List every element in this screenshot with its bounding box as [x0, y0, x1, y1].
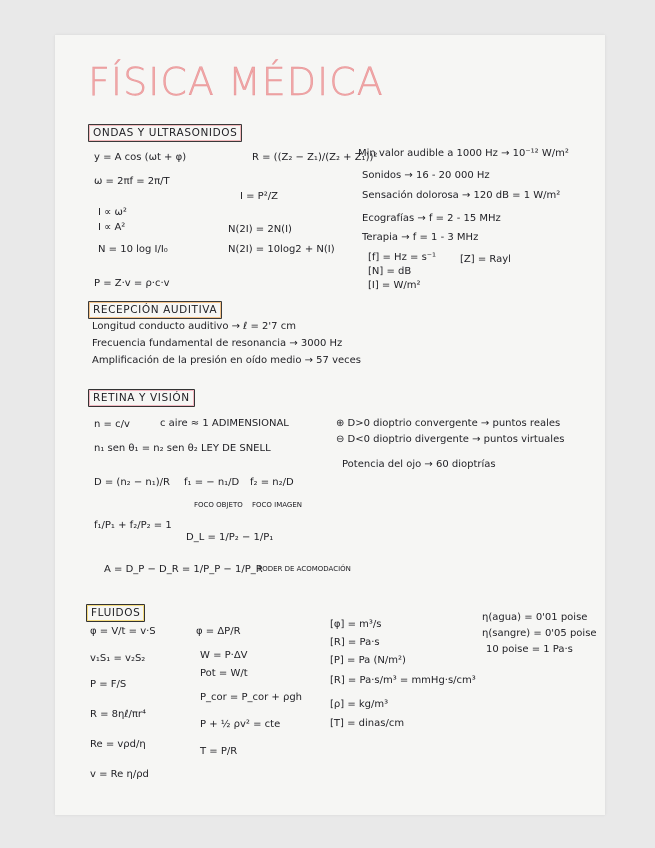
formula-potencia: Pot = W/t	[200, 668, 248, 679]
note-frecuencia: Frecuencia fundamental de resonancia → 3000 Hz	[92, 338, 343, 349]
note-conducto: Longitud conducto auditivo → ℓ = 2'7 cm	[92, 321, 296, 332]
unit-f: [f] = Hz = s⁻¹	[368, 252, 437, 263]
unit-presion: [P] = Pa (N/m²)	[330, 655, 406, 666]
note-terapia: Terapia → f = 1 - 3 MHz	[362, 232, 479, 243]
formula-level: N = 10 log I/I₀	[98, 244, 168, 255]
label-foco-imagen: FOCO IMAGEN	[252, 501, 303, 509]
note-viscosidad-sangre: η(sangre) = 0'05 poise	[482, 628, 597, 639]
note-amplificacion: Amplificación de la presión en oído medio → 57 veces	[92, 355, 362, 366]
section-header-recepcion: RECEPCIÓN AUDITIVA	[88, 301, 222, 319]
note-sensacion: Sensación dolorosa → 120 dB = 1 W/m²	[362, 190, 561, 201]
unit-i: [I] = W/m²	[368, 280, 421, 291]
section-header-fluidos: FLUIDOS	[86, 604, 145, 622]
formula-intensity: I = P²/Z	[240, 191, 278, 202]
note-ecografias: Ecografías → f = 2 - 15 MHz	[362, 213, 501, 224]
formula-f1: f₁ = − n₁/D	[184, 477, 240, 488]
formula-dioptrio: D = (n₂ − n₁)/R	[94, 477, 170, 488]
formula-reflection: R = ((Z₂ − Z₁)/(Z₂ + Z₁))²	[252, 152, 378, 163]
formula-index: n = c/v	[94, 419, 130, 430]
note-potencia-ojo: Potencia del ojo → 60 dioptrías	[342, 459, 496, 470]
note-sonidos: Sonidos → 16 - 20 000 Hz	[362, 170, 490, 181]
formula-i-omega: I ∝ ω²	[98, 207, 127, 218]
section-header-ondas: ONDAS Y ULTRASONIDOS	[88, 124, 242, 142]
formula-trabajo: W = P·ΔV	[200, 650, 248, 661]
unit-resistencia: [R] = Pa·s/m³ = mmHg·s/cm³	[330, 675, 476, 686]
formula-i-amplitude: I ∝ A²	[98, 222, 126, 233]
unit-z: [Z] = Rayl	[460, 254, 511, 265]
formula-caudal: φ = V/t = v·S	[90, 626, 156, 637]
note-viscosidad-agua: η(agua) = 0'01 poise	[482, 612, 588, 623]
formula-n2i-log: N(2I) = 10log2 + N(I)	[228, 244, 335, 255]
formula-caudal-resistencia: φ = ΔP/R	[196, 626, 241, 637]
formula-wave: y = A cos (ωt + φ)	[94, 152, 187, 163]
section-header-retina: RETINA Y VISIÓN	[88, 389, 195, 407]
formula-velocidad: v = Re η/ρd	[90, 769, 149, 780]
formula-snell: n₁ sen θ₁ = n₂ sen θ₂ LEY DE SNELL	[94, 443, 271, 454]
unit-densidad: [ρ] = kg/m³	[330, 699, 389, 710]
formula-omega: ω = 2πf = 2π/T	[94, 176, 170, 187]
formula-n2i: N(2I) = 2N(I)	[228, 224, 292, 235]
formula-bernoulli: P + ½ ρv² = cte	[200, 719, 281, 730]
formula-gauss: f₁/P₁ + f₂/P₂ = 1	[94, 520, 172, 531]
note-caire: c aire ≈ 1 ADIMENSIONAL	[160, 418, 289, 429]
formula-hidrostatica: P_cor = P_cor + ρgh	[200, 692, 303, 703]
formula-tension: T = P/R	[200, 746, 238, 757]
unit-eta: [R] = Pa·s	[330, 637, 380, 648]
unit-caudal: [φ] = m³/s	[330, 619, 382, 630]
note-poise: 10 poise = 1 Pa·s	[486, 644, 573, 655]
page-title: FÍSICA MÉDICA	[88, 60, 384, 104]
note-divergente: ⊖ D<0 dioptrio divergente → puntos virtuales	[336, 434, 565, 445]
label-poder-acomodacion: PODER DE ACOMODACIÓN	[258, 565, 351, 573]
label-foco-objeto: FOCO OBJETO	[194, 501, 243, 509]
note-convergente: ⊕ D>0 dioptrio convergente → puntos reales	[336, 418, 561, 429]
formula-f2: f₂ = n₂/D	[250, 477, 294, 488]
unit-n: [N] = dB	[368, 266, 412, 277]
unit-tension: [T] = dinas/cm	[330, 718, 405, 729]
note-min-audible: Min valor audible a 1000 Hz → 10⁻¹² W/m²	[358, 148, 569, 159]
formula-continuidad: v₁S₁ = v₂S₂	[90, 653, 146, 664]
formula-dl: D_L = 1/P₂ − 1/P₁	[186, 532, 274, 543]
formula-pressure: P = Z·v = ρ·c·v	[94, 278, 170, 289]
formula-reynolds: Re = vρd/η	[90, 739, 146, 750]
formula-resistencia: R = 8ηℓ/πr⁴	[90, 709, 147, 720]
formula-accommodation: A = D_P − D_R = 1/P_P − 1/P_R	[104, 564, 263, 575]
formula-presion: P = F/S	[90, 679, 127, 690]
